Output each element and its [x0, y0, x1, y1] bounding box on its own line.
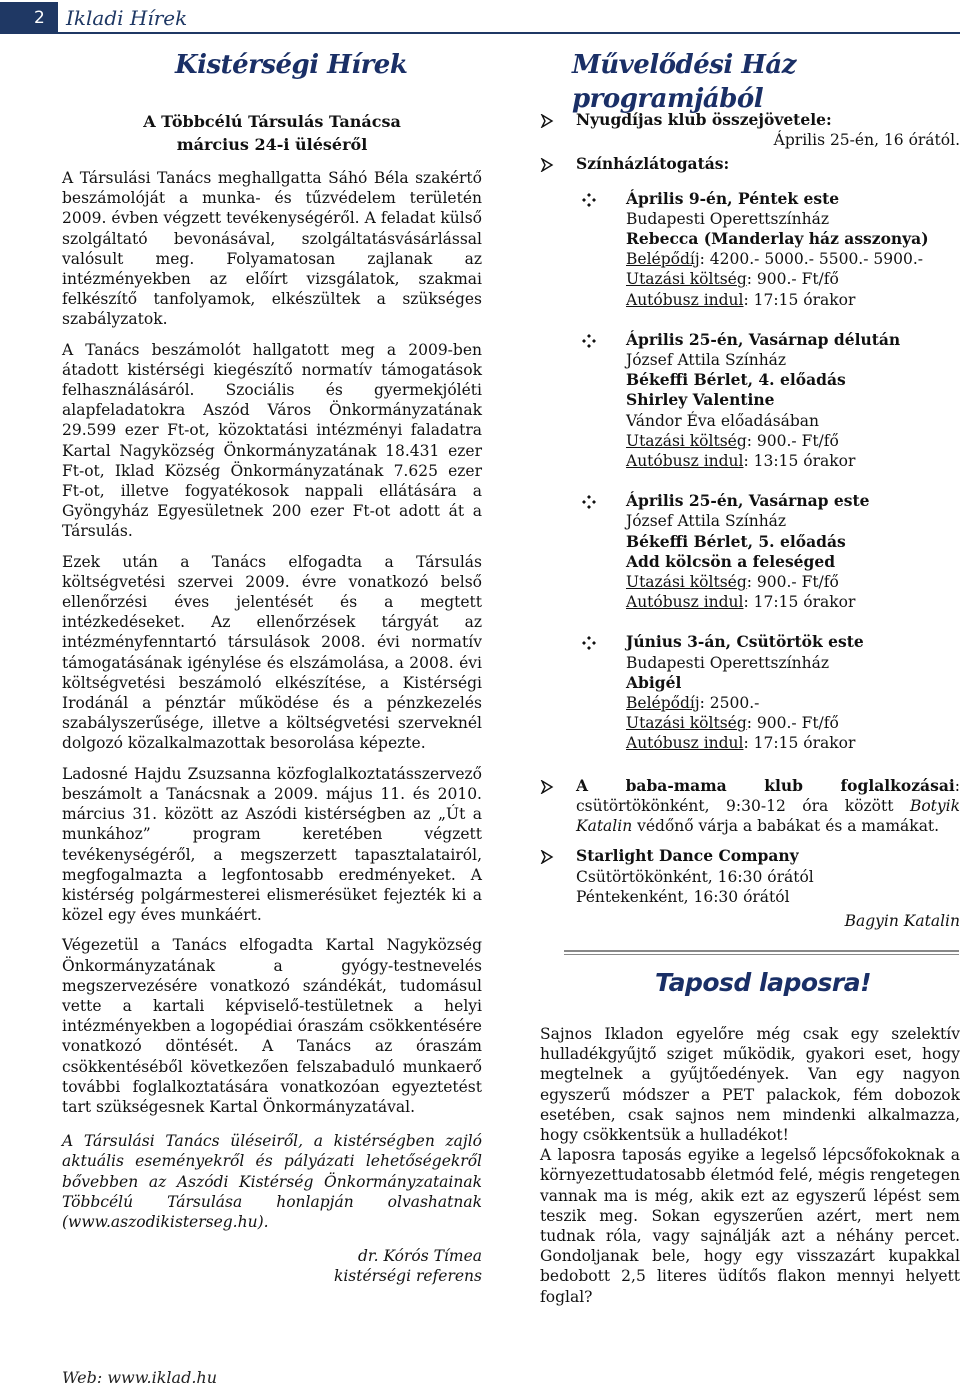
- section-divider: [564, 950, 959, 955]
- page-header: [0, 0, 960, 36]
- signature-block: [62, 1246, 482, 1286]
- running-title: Ikladi Hírek: [66, 6, 188, 30]
- footer-web: Web: www.iklad.hu: [62, 1368, 218, 1387]
- signature-role: kistérségi referens: [333, 1267, 482, 1286]
- bus-value: : 13:15 órakor: [743, 452, 856, 471]
- event-play: Shirley Valentine: [626, 390, 775, 410]
- event-series: Békeffi Bérlet, 5. előadás: [626, 531, 846, 551]
- travel-value: : 900.- Ft/fő: [746, 431, 839, 450]
- event-play: Rebecca (Manderlay ház asszonya): [626, 229, 929, 249]
- event-date: Április 9-én, Péntek este: [626, 188, 840, 208]
- bus-value: : 17:15 órakor: [743, 593, 856, 612]
- travel-label: Utazási költség: [626, 573, 747, 592]
- arrow-bullet-icon: [540, 158, 554, 172]
- program-item-szinhaz: [540, 154, 960, 174]
- article-heading-line1: A Többcélú Társulás Tanácsa: [143, 112, 401, 131]
- dance-line2: Péntekenként, 16:30 órától: [576, 887, 790, 906]
- bus-label: Autóbusz indul: [626, 452, 744, 471]
- event-date: Június 3-án, Csütörtök este: [626, 632, 864, 652]
- program-item-nyugdijas: [540, 110, 960, 150]
- ticket-value: : 4200.- 5000.- 5500.- 5900.-: [699, 250, 924, 269]
- signature-name: dr. Kórós Tímea: [357, 1247, 482, 1266]
- travel-label: Utazási költség: [626, 714, 747, 733]
- four-diamond-bullet-icon: [582, 636, 596, 650]
- four-diamond-bullet-icon: [582, 495, 596, 509]
- article-paragraph: Ezek után a Tanács elfogadta a Társulás költségvetési szervei 2009. évre vonatkozó belső ellenőrzési éves jelentését és a megtett intézkedéseket. Az ellenőrzések tárgyát az intézményfenntartó társulások 2008. évi normatív támogatásának igénylése és elszámolása, a 2008. évi költségvetési beszámoló elkészítése, a Kistérségi Irodánál a pénztár működése és a pénzkezelés szabályszerűsége, illetve a költségvetési szerveknél dolgozó közalkalmazottak besorolása képezte.: [62, 552, 482, 753]
- baba-text1: : csütörtökönként, 9:30-12 óra között: [576, 776, 960, 815]
- event-play: Add kölcsön a feleséged: [626, 551, 836, 571]
- four-diamond-bullet-icon: [582, 193, 596, 207]
- four-diamond-bullet-icon: [582, 334, 596, 348]
- travel-value: : 900.- Ft/fő: [746, 714, 839, 733]
- theatre-event: [540, 491, 960, 612]
- program-item-dance: [540, 846, 960, 907]
- article-paragraph: A Tanács beszámolót hallgatott meg a 2009-ben átadott kistérségi kiegészítő normatív támogatások felhasználásáról. Szociális és gyermekjóléti alapfeladatokra Aszód Város Önkormányzatának 29.599 ezer Ft-ot, közoktatási intézményi faladatra Kartal Nagyközség Önkormányzatának 18.431 ezer Ft-ot, Iklad Község Önkormányzatának 7.625 ezer Ft-ot, illetve fogyatékosok nappali ellátására a Gyöngyház Egyesületnek 200 ezer Ft-ot adott át a Társulás.: [62, 340, 482, 541]
- article-paragraph: A Társulási Tanács meghallgatta Sáhó Béla szakértő beszámolóját a munka- és tűzvédelem területén 2009. évben végzett tevékenységéről. A feladat külső szolgáltató bevonásával, szolgáltatásvásárlással valósult meg. Folyamatosan zajlanak az intézményekben az előírt vizsgálatok, szakmai felkészítő tanfolyamok, elkészültek a szükséges szabályzatok.: [62, 169, 482, 329]
- article-paragraph: Végezetül a Tanács elfogadta Kartal Nagyközség Önkormányzatának a gyógy-testnevelés megszervezésére vonatkozó szándékát, tudomásul vette a kartali képviselő-testületnek a helyi intézményekben a logopédiai óraszám csökkentésére vonatkozó döntését. A Tanács az óraszám csökkentéséből következően felszabaduló munkaerő további foglalkoztatására vonatkozóan egyeztetést tart szükségesnek Kartal Önkormányzatával.: [62, 936, 482, 1116]
- bus-label: Autóbusz indul: [626, 290, 744, 309]
- dance-line1: Csütörtökönként, 16:30 órától: [576, 867, 814, 886]
- theatre-event: [540, 632, 960, 753]
- program-signature: Bagyin Katalin: [844, 911, 960, 930]
- travel-value: : 900.- Ft/fő: [746, 573, 839, 592]
- nyugdijas-date: Április 25-én, 16 órától.: [773, 131, 960, 150]
- page-number: 2: [0, 2, 58, 34]
- ticket-label: Belépődíj: [626, 250, 700, 269]
- closing-note: A Társulási Tanács üléseiről, a kistérségben zajló aktuális eseményekről és pályázati lehetőségekről bővebben az Aszódi Kistérség Önkormányzatainak Többcélú Társulása honlapján olvashatnak (www.aszodikisterseg.hu).: [62, 1132, 482, 1231]
- right-column: [540, 110, 960, 931]
- arrow-bullet-icon: [540, 114, 554, 128]
- left-column: [62, 110, 482, 1287]
- event-play: Abigél: [626, 672, 682, 692]
- event-date: Április 25-én, Vasárnap este: [626, 491, 870, 511]
- bus-label: Autóbusz indul: [626, 734, 744, 753]
- tapos-paragraph: Sajnos Ikladon egyelőre még csak egy szelektív hulladékgyűjtő sziget működik, gyakori eset, hogy megtelnek a gyűjtőedények. Van egy nagyon egyszerű módszer a PET palackok, fém dobozok esetében, csak sajnos nem mindenki alkalmazza, hogy csökkentsük a hulladékot!: [540, 1025, 960, 1145]
- bus-value: : 17:15 órakor: [743, 734, 856, 753]
- nyugdijas-label: Nyugdíjas klub összejövetele:: [576, 110, 832, 129]
- arrow-bullet-icon: [540, 780, 554, 794]
- travel-value: : 900.- Ft/fő: [746, 270, 839, 289]
- tapos-paragraph: A laposra taposás egyike a legelső lépcsőfokoknak a környezettudatosabb életmód felé, mégis rengetegen vannak ma is még, akik ezt az egyszerű lépést sem teszik meg. Sokan egyszerűen azért, mert nem tudnak róla, vagy sajnálják azt a néhány percet. Gondoljanak bele, hogy egy visszazárt kupakkal bedobott 2,5 literes üdítős flakon mennyi helyett foglal?: [540, 1146, 960, 1306]
- baba-name: Botyik Katalin: [576, 796, 960, 836]
- dance-label: Starlight Dance Company: [576, 846, 799, 866]
- header-rule: [58, 32, 960, 34]
- tapos-title: Taposd laposra!: [655, 968, 871, 997]
- event-venue: József Attila Színház: [626, 351, 787, 370]
- baba-label: A baba-mama klub foglalkozásai: [576, 775, 955, 795]
- szinhaz-label: Színházlátogatás:: [576, 154, 730, 174]
- bus-value: : 17:15 órakor: [743, 290, 856, 309]
- travel-label: Utazási költség: [626, 270, 747, 289]
- event-note: Vándor Éva előadásában: [626, 411, 820, 430]
- event-series: Békeffi Bérlet, 4. előadás: [626, 370, 846, 390]
- theatre-event: [540, 189, 960, 310]
- event-venue: Budapesti Operettszínház: [626, 653, 829, 672]
- theatre-event: [540, 330, 960, 471]
- article-heading-line2: március 24-i üléséről: [176, 135, 368, 154]
- tapos-article: [540, 1024, 960, 1307]
- ticket-label: Belépődíj: [626, 694, 700, 713]
- event-venue: Budapesti Operettszínház: [626, 209, 829, 228]
- event-venue: József Attila Színház: [626, 512, 787, 531]
- section-title-kisterseg: Kistérségi Hírek: [175, 50, 408, 80]
- ticket-value: : 2500.-: [699, 694, 760, 713]
- article-paragraph: Ladosné Hajdu Zsuzsanna közfoglalkoztatásszervező beszámolt a Tanácsnak a 2009. május 11. és 2010. március 31. között az Aszódi kistérségben az „Út a munkához” program keretében végzett tevékenységéről, a megszerzett tapasztalatairól, megfogalmazta a legfontosabb eredményeket. A kistérség polgármesterei elismerésüket fejezték ki a közel egy éves munkáért.: [62, 764, 482, 925]
- event-date: Április 25-én, Vasárnap délután: [626, 329, 901, 349]
- travel-label: Utazási költség: [626, 431, 747, 450]
- section-title-muvelodesi: Művelődési Ház programjából: [572, 50, 797, 114]
- program-item-baba-mama: [540, 776, 960, 837]
- baba-text2: védőnő várja a babákat és a mamákat.: [632, 817, 940, 836]
- bus-label: Autóbusz indul: [626, 593, 744, 612]
- arrow-bullet-icon: [540, 850, 554, 864]
